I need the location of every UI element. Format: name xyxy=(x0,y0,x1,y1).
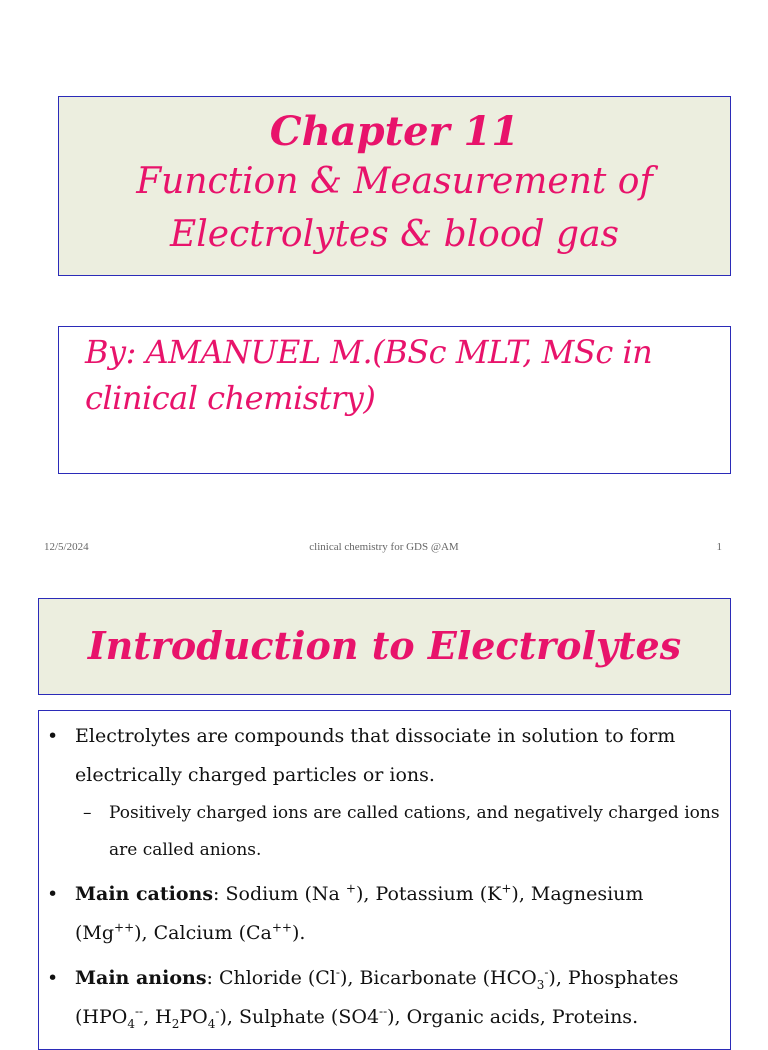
cations-text: ), Magnesium (Mg xyxy=(75,883,644,944)
cations-sup: + xyxy=(345,881,356,896)
author-line2: clinical chemistry) xyxy=(85,379,376,417)
bullet-main-anions xyxy=(39,959,730,1037)
cations-sup: ++ xyxy=(114,920,135,935)
sub-bullet-cations-anions xyxy=(39,795,730,869)
anions-label: Main anions xyxy=(75,967,207,989)
bullet-text: Electrolytes are compounds that dissociate in solution to form electrically charged particles or ions. xyxy=(75,725,676,786)
content-box xyxy=(38,710,731,1050)
footer-center-text: clinical chemistry for GDS @AM xyxy=(309,541,459,553)
anions-sub: 3 xyxy=(536,977,545,992)
bullet-main-cations xyxy=(39,875,730,953)
anions-text: ), Sulphate (SO4 xyxy=(219,1006,380,1028)
anions-sup: - xyxy=(544,965,549,980)
chapter-subtitle-line1: Function & Measurement of xyxy=(136,161,653,202)
anions-sub: 4 xyxy=(127,1016,135,1031)
chapter-subtitle-line2: Electrolytes & blood gas xyxy=(169,214,619,255)
anions-text: PO xyxy=(179,1006,208,1028)
anions-text: ), Bicarbonate (HCO xyxy=(339,967,537,989)
anions-sup: -- xyxy=(379,1004,388,1019)
cations-text: ), Potassium (K xyxy=(355,883,502,905)
cations-text: ), Calcium (Ca xyxy=(134,922,272,944)
anions-sup: - xyxy=(215,1004,220,1019)
cations-text: ). xyxy=(291,922,306,944)
bullet-list xyxy=(39,717,730,1037)
chapter-title-box xyxy=(58,96,731,276)
footer-date: 12/5/2024 xyxy=(44,541,89,553)
anions-sup: - xyxy=(335,965,340,980)
intro-title-box xyxy=(38,598,731,695)
cations-label: Main cations xyxy=(75,883,214,905)
chapter-heading: Chapter 11 xyxy=(269,108,520,155)
footer-page-number: 1 xyxy=(716,541,722,553)
bullet-electrolytes-definition xyxy=(39,717,730,795)
author-box xyxy=(58,326,731,474)
slide-footer xyxy=(0,541,768,557)
anions-text: ), Phosphates (HPO xyxy=(75,967,679,1028)
cations-text: : Sodium (Na xyxy=(213,883,346,905)
sub-bullet-text: Positively charged ions are called cations, and negatively charged ions are called anions. xyxy=(109,803,720,860)
cations-sup: + xyxy=(501,881,512,896)
anions-sub: 4 xyxy=(207,1016,216,1031)
anions-text: ), Organic acids, Proteins. xyxy=(387,1006,639,1028)
anions-text: , H xyxy=(143,1006,172,1028)
anions-sub: 2 xyxy=(171,1016,180,1031)
cations-sup: ++ xyxy=(271,920,292,935)
intro-title: Introduction to Electrolytes xyxy=(87,623,682,668)
anions-text: : Chloride (Cl xyxy=(206,967,336,989)
author-line1: By: AMANUEL M.(BSc MLT, MSc in xyxy=(85,333,653,371)
anions-sup: -- xyxy=(134,1004,144,1019)
